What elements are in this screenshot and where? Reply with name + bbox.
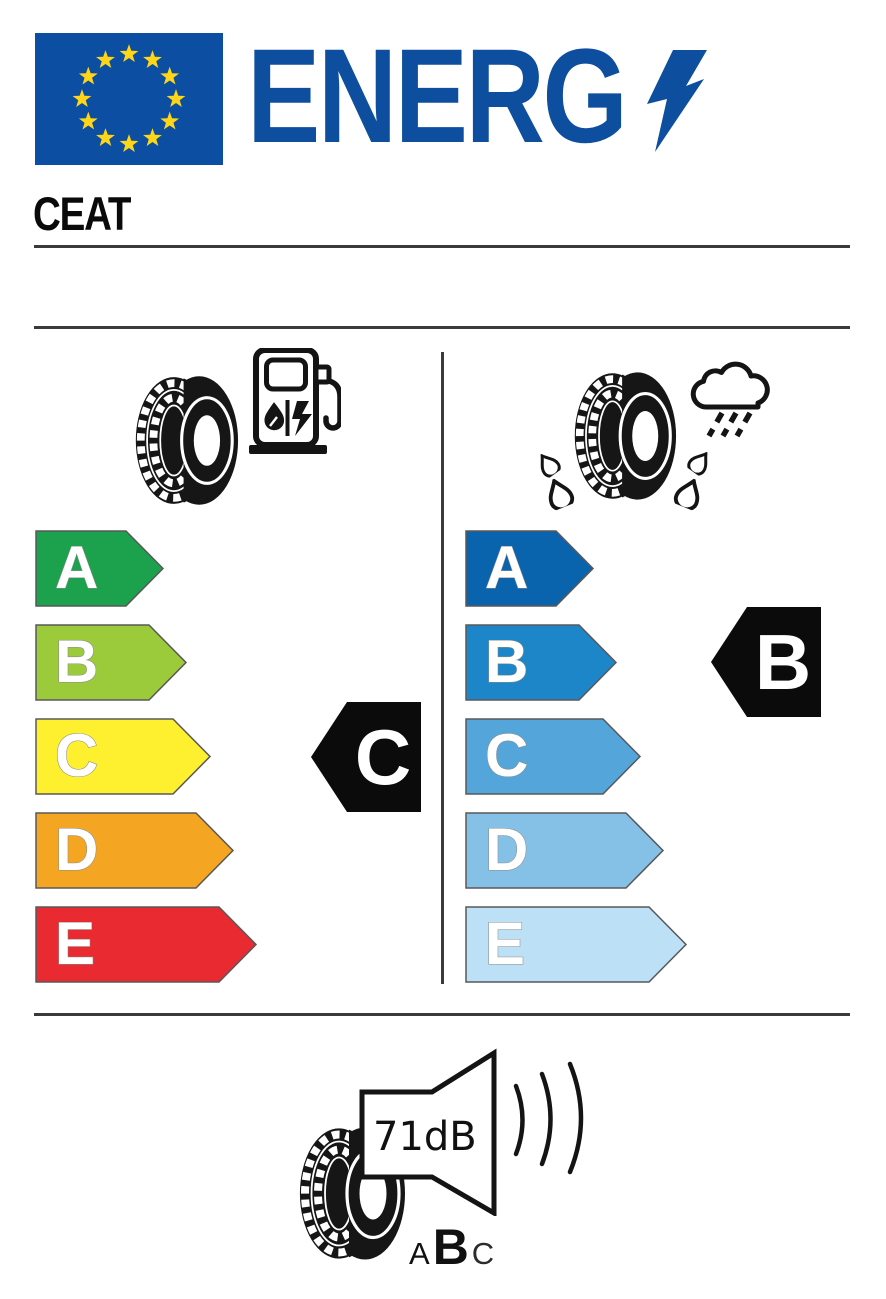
noise-class-b-selected: B bbox=[432, 1219, 469, 1275]
rule-under-brand bbox=[34, 245, 850, 248]
speaker-icon bbox=[356, 1046, 502, 1216]
svg-text:D: D bbox=[485, 816, 529, 883]
wet-grade-bar-b bbox=[465, 624, 618, 701]
sound-waves-icon bbox=[508, 1056, 592, 1184]
fuel-pump-icon bbox=[249, 348, 341, 454]
svg-text:D: D bbox=[55, 816, 99, 883]
noise-class-a: A bbox=[409, 1236, 430, 1271]
water-splash-icon bbox=[535, 451, 562, 479]
svg-text:C: C bbox=[55, 722, 99, 789]
fuel-grade-letter: A bbox=[55, 534, 99, 601]
rule-section-bottom bbox=[34, 1013, 850, 1016]
fuel-rating-letter: C bbox=[354, 713, 412, 801]
lightning-bolt-icon bbox=[641, 50, 713, 152]
wet-grade-bar-e bbox=[465, 906, 688, 983]
noise-class-scale bbox=[409, 1218, 494, 1276]
svg-text:B: B bbox=[485, 628, 529, 695]
fuel-rating-indicator bbox=[310, 701, 422, 813]
svg-text:C: C bbox=[485, 722, 529, 789]
wet-rating-indicator bbox=[710, 606, 822, 718]
wet-grade-bar-c bbox=[465, 718, 642, 795]
fuel-grade-bar-e bbox=[35, 906, 258, 983]
svg-text:B: B bbox=[55, 628, 99, 695]
fuel-grade-bar-d bbox=[35, 812, 235, 889]
wet-grade-bar-d bbox=[465, 812, 665, 889]
wet-rating-letter: B bbox=[754, 618, 812, 706]
fuel-grade-bar-a bbox=[35, 530, 165, 607]
noise-value: 71dB bbox=[373, 1114, 477, 1160]
noise-class-c: C bbox=[471, 1236, 495, 1271]
column-divider bbox=[441, 352, 444, 984]
energy-logo bbox=[247, 22, 709, 171]
tire-icon-fuel bbox=[133, 374, 240, 507]
eu-flag-icon bbox=[35, 33, 223, 165]
rain-cloud-icon bbox=[682, 350, 782, 438]
svg-text:A: A bbox=[485, 534, 529, 601]
svg-text:E: E bbox=[485, 910, 526, 977]
fuel-grade-bar-c bbox=[35, 718, 212, 795]
rule-section-top bbox=[34, 326, 850, 329]
brand-name: CEAT bbox=[33, 187, 131, 240]
energy-logo-text: ENERG bbox=[247, 22, 626, 171]
rain-lines bbox=[709, 413, 750, 436]
fuel-grade-bar-b bbox=[35, 624, 188, 701]
svg-text:E: E bbox=[55, 910, 96, 977]
wet-grade-bar-a bbox=[465, 530, 595, 607]
